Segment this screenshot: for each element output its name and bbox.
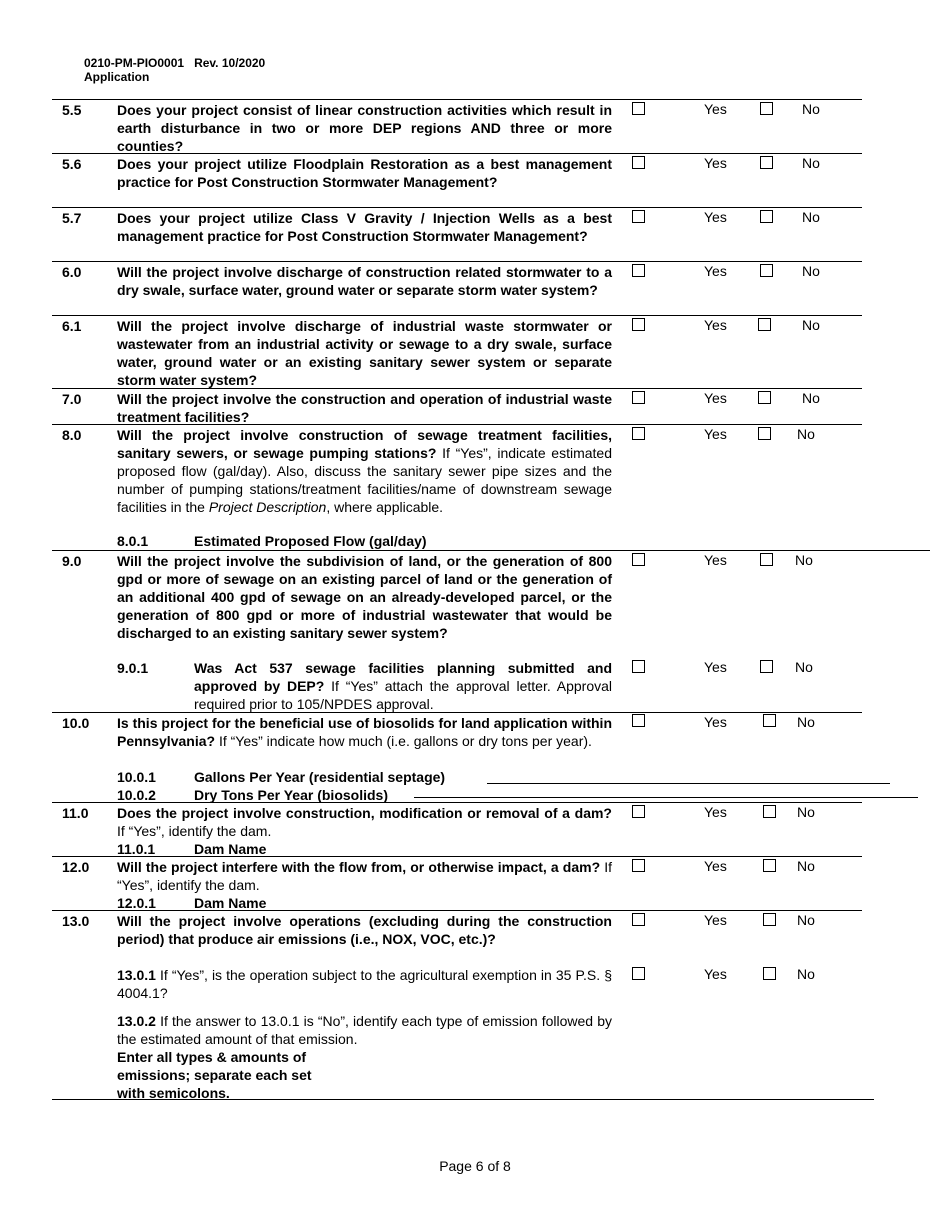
yes-checkbox[interactable] xyxy=(632,264,645,277)
form-revision: Rev. 10/2020 xyxy=(194,56,266,70)
yes-label: Yes xyxy=(704,155,727,171)
yes-checkbox[interactable] xyxy=(632,714,645,727)
yes-label: Yes xyxy=(704,552,727,568)
no-label: No xyxy=(802,263,820,279)
row-divider xyxy=(52,802,862,803)
no-checkbox[interactable] xyxy=(758,318,771,331)
yes-label: Yes xyxy=(704,966,727,982)
gallons-per-year-field[interactable] xyxy=(487,783,890,784)
question-number: 6.0 xyxy=(62,264,82,280)
question-number: 11.0 xyxy=(62,805,89,821)
no-checkbox[interactable] xyxy=(758,427,771,440)
subquestion-number: 10.0.1 xyxy=(117,769,156,785)
subquestion-number: 9.0.1 xyxy=(117,660,149,676)
yes-label: Yes xyxy=(704,263,727,279)
yes-checkbox[interactable] xyxy=(632,318,645,331)
yes-label: Yes xyxy=(704,714,727,730)
question-number: 9.0 xyxy=(62,553,82,569)
subquestion-label: Dam Name xyxy=(194,841,267,857)
form-section: Application xyxy=(84,70,150,84)
emissions-instruction: with semicolons. xyxy=(117,1085,230,1101)
no-checkbox[interactable] xyxy=(760,102,773,115)
question-text: Does your project consist of linear construction activities which result in earth disturbance in two or more DEP regions AND three or more counties? xyxy=(117,102,612,154)
yes-checkbox[interactable] xyxy=(632,913,645,926)
row-divider xyxy=(52,550,930,551)
subquestion-number: 12.0.1 xyxy=(117,895,156,911)
subquestion-label: Gallons Per Year (residential septage) xyxy=(194,769,446,785)
no-checkbox[interactable] xyxy=(763,967,776,980)
no-checkbox[interactable] xyxy=(758,391,771,404)
no-label: No xyxy=(797,858,815,874)
subquestion-label: Estimated Proposed Flow (gal/day) xyxy=(194,533,427,549)
subquestion-label: Dam Name xyxy=(194,895,267,911)
no-label: No xyxy=(802,155,820,171)
question-number: 12.0 xyxy=(62,859,90,875)
question-text: Will the project involve construction of sewage treatment facilities, sanitary sewers, or sewage pumping stations? If “Yes”, indicate estimated proposed flow (gal/day). Also, discuss the sanitary sewer pipe sizes and the number of pumping stations/treatment facilities/name of downstream sewage facilities in the Project Description, where applicable. xyxy=(117,427,612,515)
row-divider xyxy=(52,910,862,911)
question-text: Is this project for the beneficial use of biosolids for land application within Pennsylvania? If “Yes” indicate how much (i.e. gallons or dry tons per year). xyxy=(117,715,612,749)
question-number: 6.1 xyxy=(62,318,82,334)
yes-label: Yes xyxy=(704,426,727,442)
question-number: 5.6 xyxy=(62,156,82,172)
yes-checkbox[interactable] xyxy=(632,427,645,440)
no-label: No xyxy=(797,426,815,442)
question-text: Will the project involve operations (excluding during the construction period) that produce air emissions (i.e., NOX, VOC, etc.)? xyxy=(117,913,612,947)
yes-label: Yes xyxy=(704,858,727,874)
no-label: No xyxy=(802,317,820,333)
no-checkbox[interactable] xyxy=(763,805,776,818)
subquestion-label: Dry Tons Per Year (biosolids) xyxy=(194,787,388,803)
question-text: Will the project involve discharge of industrial waste stormwater or wastewater from an industrial activity or sewage to a dry swale, surface water, ground water or an existing sanitary sewer system or separate storm water system? xyxy=(117,318,612,388)
question-number: 5.5 xyxy=(62,102,82,118)
subquestion-number: 10.0.2 xyxy=(117,787,156,803)
question-text: Will the project involve discharge of construction related stormwater to a dry swale, surface water, ground water or separate storm water system? xyxy=(117,264,612,298)
no-checkbox[interactable] xyxy=(760,264,773,277)
emissions-instruction: emissions; separate each set xyxy=(117,1067,312,1083)
row-divider xyxy=(52,207,862,208)
row-divider xyxy=(52,261,862,262)
yes-label: Yes xyxy=(704,209,727,225)
subquestion-number: 11.0.1 xyxy=(117,841,156,857)
dry-tons-per-year-field[interactable] xyxy=(414,797,918,798)
form-id: 0210-PM-PIO0001 xyxy=(84,56,185,70)
yes-label: Yes xyxy=(704,317,727,333)
no-checkbox[interactable] xyxy=(763,859,776,872)
yes-label: Yes xyxy=(704,659,727,675)
subquestion-text: 13.0.1 If “Yes”, is the operation subject to the agricultural exemption in 35 P.S. § 4004.1? xyxy=(117,967,612,1001)
yes-label: Yes xyxy=(704,101,727,117)
question-number: 10.0 xyxy=(62,715,90,731)
question-text: Will the project interfere with the flow from, or otherwise impact, a dam? If “Yes”, identify the dam. xyxy=(117,859,613,893)
no-label: No xyxy=(797,714,815,730)
question-number: 5.7 xyxy=(62,210,82,226)
yes-checkbox[interactable] xyxy=(632,553,645,566)
no-checkbox[interactable] xyxy=(760,553,773,566)
yes-checkbox[interactable] xyxy=(632,210,645,223)
yes-checkbox[interactable] xyxy=(632,156,645,169)
no-checkbox[interactable] xyxy=(763,714,776,727)
yes-label: Yes xyxy=(704,804,727,820)
yes-checkbox[interactable] xyxy=(632,859,645,872)
page-number: Page 6 of 8 xyxy=(439,1158,511,1174)
yes-label: Yes xyxy=(704,390,727,406)
no-label: No xyxy=(797,966,815,982)
subquestion-text: 13.0.2 If the answer to 13.0.1 is “No”, identify each type of emission followed by the estimated amount of that emission. xyxy=(117,1013,612,1047)
question-number: 13.0 xyxy=(62,913,90,929)
no-checkbox[interactable] xyxy=(760,660,773,673)
subquestion-number: 8.0.1 xyxy=(117,533,149,549)
emissions-instruction: Enter all types & amounts of xyxy=(117,1049,307,1065)
yes-checkbox[interactable] xyxy=(632,391,645,404)
row-divider xyxy=(52,99,862,100)
question-text: Does your project utilize Floodplain Restoration as a best management practice for Post Construction Stormwater Management? xyxy=(117,156,612,190)
no-label: No xyxy=(802,101,820,117)
yes-checkbox[interactable] xyxy=(632,967,645,980)
yes-checkbox[interactable] xyxy=(632,660,645,673)
question-text: Will the project involve the construction and operation of industrial waste treatment facilities? xyxy=(117,391,612,425)
question-text: Will the project involve the subdivision of land, or the generation of 800 gpd or more of sewage on an existing parcel of land or the generation of an additional 400 gpd of sewage on an already-developed parcel, or the generation of 800 gpd or more of industrial wastewater that would be discharged to an existing sanitary sewer system? xyxy=(117,553,612,641)
row-divider xyxy=(52,856,862,857)
subquestion-text: Was Act 537 sewage facilities planning submitted and approved by DEP? If “Yes” attach the approval letter. Approval required prior to 105/NPDES approval. xyxy=(194,660,613,712)
no-checkbox[interactable] xyxy=(763,913,776,926)
question-text: Does the project involve construction, modification or removal of a dam? If “Yes”, identify the dam. xyxy=(117,805,612,839)
no-label: No xyxy=(797,804,815,820)
row-divider xyxy=(52,315,862,316)
question-number: 7.0 xyxy=(62,391,82,407)
no-label: No xyxy=(795,659,813,675)
no-label: No xyxy=(797,912,815,928)
yes-checkbox[interactable] xyxy=(632,805,645,818)
question-text: Does your project utilize Class V Gravity / Injection Wells as a best management practice for Post Construction Stormwater Management? xyxy=(117,210,612,244)
yes-checkbox[interactable] xyxy=(632,102,645,115)
yes-label: Yes xyxy=(704,912,727,928)
no-label: No xyxy=(795,552,813,568)
no-checkbox[interactable] xyxy=(760,210,773,223)
no-label: No xyxy=(802,209,820,225)
question-number: 8.0 xyxy=(62,427,82,443)
no-label: No xyxy=(802,390,820,406)
no-checkbox[interactable] xyxy=(760,156,773,169)
form-header xyxy=(84,56,265,84)
